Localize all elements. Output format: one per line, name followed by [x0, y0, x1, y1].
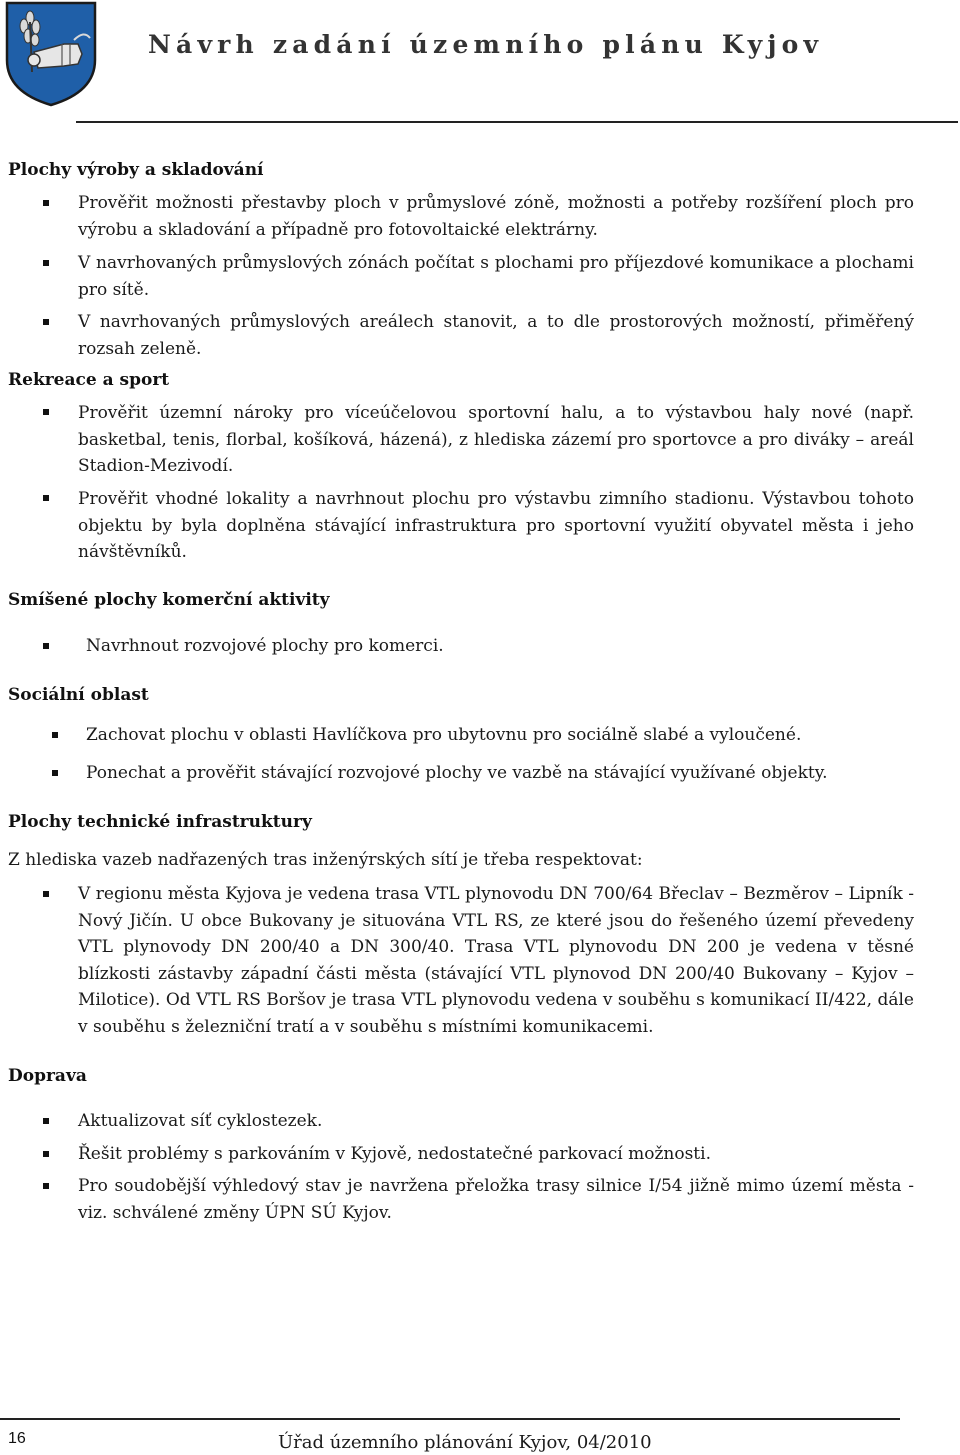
bullet-icon: [43, 643, 49, 649]
bullet-icon: [43, 200, 49, 206]
list-item: Aktualizovat síť cyklostezek.: [78, 1111, 323, 1131]
list-item: Pro soudobější výhledový stav je navržena přeložka trasy silnice I/54 jižně mimo území města - viz. schválené změny ÚPN SÚ Kyjov.: [78, 1176, 914, 1223]
infrastructure-intro: Z hlediska vazeb nadřazených tras inženýrských sítí je třeba respektovat:: [8, 850, 643, 870]
list-item: Prověřit možnosti přestavby ploch v průmyslové zóně, možnosti a potřeby rozšíření ploch pro výrobu a skladování a případně pro fotovoltaické elektrárny.: [78, 193, 914, 240]
bullet-icon: [43, 1151, 49, 1157]
list-item: Ponechat a prověřit stávající rozvojové plochy ve vazbě na stávající využívané objekty.: [86, 763, 828, 783]
list-item: Řešit problémy s parkováním v Kyjově, nedostatečné parkovací možnosti.: [78, 1144, 711, 1164]
page-number: 16: [8, 1430, 26, 1447]
bullet-icon: [43, 1118, 49, 1124]
document-title: Návrh zadání územního plánu Kyjov: [148, 30, 824, 59]
section-heading-production: Plochy výroby a skladování: [8, 160, 264, 180]
bullet-icon: [43, 409, 49, 415]
list-item: V navrhovaných průmyslových zónách počítat s plochami pro příjezdové komunikace a plochami pro sítě.: [78, 253, 914, 300]
bullet-icon: [52, 770, 58, 776]
list-item: Prověřit územní nároky pro víceúčelovou sportovní halu, a to výstavbou haly nové (např. basketbal, tenis, florbal, košíková, házená), z hlediska zázemí pro sportovce a pro diváky – areál Stadion-Mezivodí.: [78, 403, 914, 476]
footer-text: Úřad územního plánování Kyjov, 04/2010: [278, 1432, 652, 1453]
section-heading-commercial: Smíšené plochy komerční aktivity: [8, 590, 330, 610]
list-item: Prověřit vhodné lokality a navrhnout plochu pro výstavbu zimního stadionu. Výstavbou tohoto objektu by byla doplněna stávající infrastruktura pro sportovní využití obyvatel města i jeho návštěvníků.: [78, 489, 914, 562]
bullet-icon: [43, 495, 49, 501]
section-heading-transport: Doprava: [8, 1066, 87, 1086]
list-item: Zachovat plochu v oblasti Havlíčkova pro ubytovnu pro sociálně slabé a vyloučené.: [86, 725, 802, 745]
bullet-icon: [52, 732, 58, 738]
section-heading-infrastructure: Plochy technické infrastruktury: [8, 812, 312, 832]
section-heading-social: Sociální oblast: [8, 685, 149, 705]
list-item: V navrhovaných průmyslových areálech stanovit, a to dle prostorových možností, přiměřený rozsah zeleně.: [78, 312, 914, 359]
header-rule: [76, 121, 958, 123]
coat-of-arms-logo: [4, 0, 98, 108]
list-item: Navrhnout rozvojové plochy pro komerci.: [86, 636, 444, 656]
list-item: V regionu města Kyjova je vedena trasa VTL plynovodu DN 700/64 Břeclav – Bezměrov – Lipník - Nový Jičín. U obce Bukovany je situována VTL RS, ze které jsou do řešeného území převedeny VTL plynovody DN 200/40 a DN 300/40. Trasa VTL plynovodu DN 200 je vedena v těsné blízkosti zástavby západní části města (stávající VTL plynovod DN 200/40 Bukovany – Kyjov – Milotice). Od VTL RS Boršov je trasa VTL plynovodu vedena v souběhu s komunikací II/422, dále v souběhu s železniční tratí a v souběhu s místními komunikacemi.: [78, 884, 914, 1037]
bullet-icon: [43, 1183, 49, 1189]
section-heading-recreation: Rekreace a sport: [8, 370, 170, 390]
bullet-icon: [43, 891, 49, 897]
bullet-icon: [43, 319, 49, 325]
footer-rule: [0, 1418, 900, 1420]
bullet-icon: [43, 260, 49, 266]
